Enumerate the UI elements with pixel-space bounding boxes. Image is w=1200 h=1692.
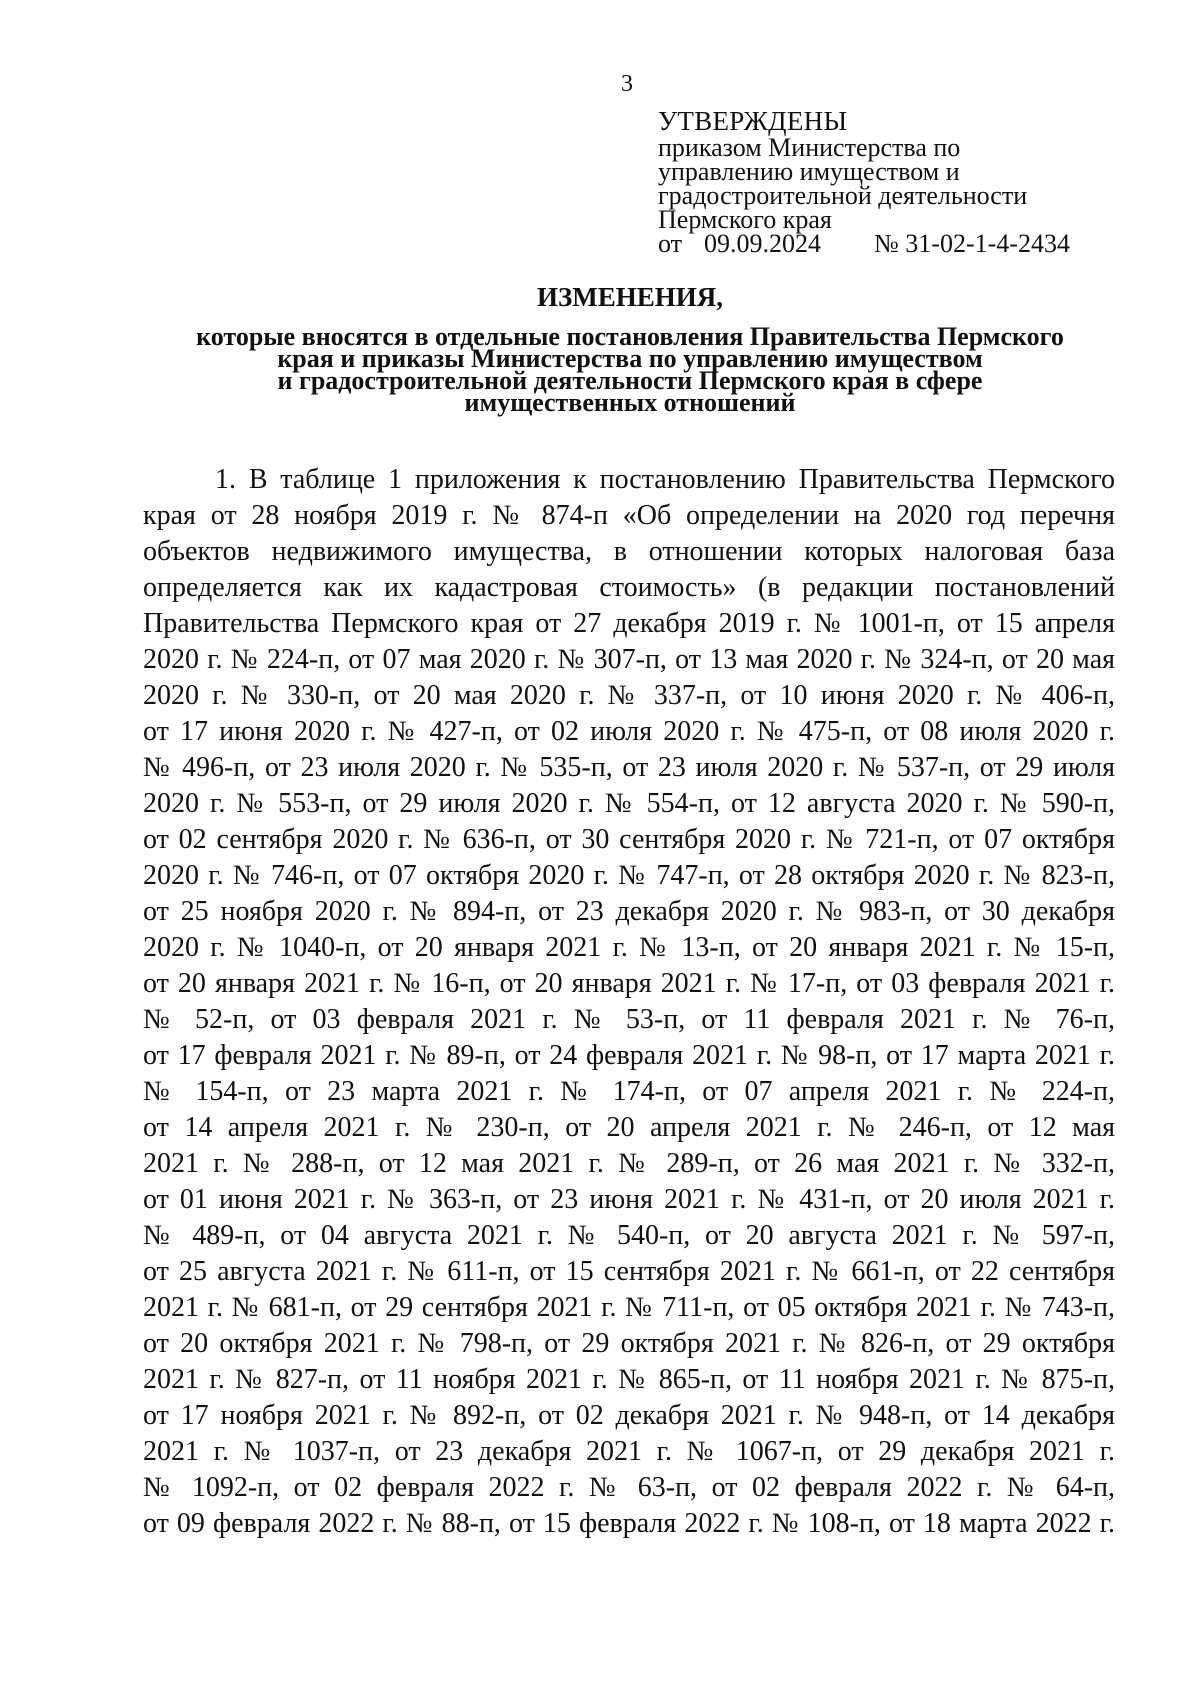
body-line: 1. В таблице 1 приложения к постановлению Правительства Пермского <box>215 464 1115 495</box>
body-line: 2020 г. № 224-п, от 07 мая 2020 г. № 307-п, от 13 мая 2020 г. № 324-п, от 20 мая <box>143 644 1115 675</box>
body-line: № 496-п, от 23 июля 2020 г. № 535-п, от 23 июля 2020 г. № 537-п, от 29 июля <box>143 752 1115 783</box>
page-number: 3 <box>621 71 633 97</box>
body-line: от 20 октября 2021 г. № 798-п, от 29 октября 2021 г. № 826-п, от 29 октября <box>143 1328 1115 1359</box>
body-line: 2021 г. № 288-п, от 12 мая 2021 г. № 289-п, от 26 мая 2021 г. № 332-п, <box>143 1148 1115 1179</box>
body-line: 2020 г. № 330-п, от 20 мая 2020 г. № 337-п, от 10 июня 2020 г. № 406-п, <box>143 680 1115 711</box>
body-line: 2020 г. № 553-п, от 29 июля 2020 г. № 554-п, от 12 августа 2020 г. № 590-п, <box>143 788 1115 819</box>
body-line: от 25 ноября 2020 г. № 894-п, от 23 декабря 2020 г. № 983-п, от 30 декабря <box>143 896 1115 927</box>
body-line: края от 28 ноября 2019 г. № 874-п «Об определении на 2020 год перечня <box>143 500 1115 531</box>
body-line: от 17 февраля 2021 г. № 89-п, от 24 февраля 2021 г. № 98-п, от 17 марта 2021 г. <box>143 1040 1115 1071</box>
body-line: от 01 июня 2021 г. № 363-п, от 23 июня 2021 г. № 431-п, от 20 июля 2021 г. <box>143 1184 1115 1215</box>
approval-number: № 31-02-1-4-2434 <box>874 229 1070 258</box>
approval-date-line <box>658 229 1098 258</box>
document-title: ИЗМЕНЕНИЯ, <box>536 282 723 312</box>
body-line: определяется как их кадастровая стоимость» (в редакции постановлений <box>143 572 1115 603</box>
approval-line: градостроительной деятельности <box>658 181 1028 210</box>
document-subtitle <box>140 322 1120 417</box>
subtitle-line: которые вносятся в отдельные постановления Правительства Пермского <box>196 322 1064 351</box>
body-line: № 52-п, от 03 февраля 2021 г. № 53-п, от 11 февраля 2021 г. № 76-п, <box>143 1004 1115 1035</box>
body-line: от 14 апреля 2021 г. № 230-п, от 20 апреля 2021 г. № 246-п, от 12 мая <box>143 1112 1115 1143</box>
body-line: № 1092-п, от 02 февраля 2022 г. № 63-п, от 02 февраля 2022 г. № 64-п, <box>143 1472 1115 1503</box>
approval-line: приказом Министерства по <box>658 133 961 162</box>
body-line: от 02 сентября 2020 г. № 636-п, от 30 сентября 2020 г. № 721-п, от 07 октября <box>143 824 1115 855</box>
body-line: 2021 г. № 681-п, от 29 сентября 2021 г. № 711-п, от 05 октября 2021 г. № 743-п, <box>143 1292 1115 1323</box>
body-line: от 17 июня 2020 г. № 427-п, от 02 июля 2020 г. № 475-п, от 08 июля 2020 г. <box>143 716 1115 747</box>
subtitle-line: и градостроительной деятельности Пермского края в сфере <box>277 366 983 395</box>
approval-date: 09.09.2024 <box>704 229 821 258</box>
approval-line: управлению имуществом и <box>658 157 960 186</box>
body-line: 2020 г. № 1040-п, от 20 января 2021 г. № 13-п, от 20 января 2021 г. № 15-п, <box>143 932 1115 963</box>
body-line: от 20 января 2021 г. № 16-п, от 20 января 2021 г. № 17-п, от 03 февраля 2021 г. <box>143 968 1115 999</box>
subtitle-line: края и приказы Министерства по управлению имуществом <box>277 344 983 373</box>
body-paragraph <box>143 462 1115 1542</box>
subtitle-line: имущественных отношений <box>464 388 796 417</box>
body-line: № 154-п, от 23 марта 2021 г. № 174-п, от 07 апреля 2021 г. № 224-п, <box>143 1076 1115 1107</box>
body-line: объектов недвижимого имущества, в отношении которых налоговая база <box>143 536 1115 567</box>
body-line: 2021 г. № 1037-п, от 23 декабря 2021 г. № 1067-п, от 29 декабря 2021 г. <box>143 1436 1115 1467</box>
approval-line: Пермского края <box>658 205 832 234</box>
body-line: № 489-п, от 04 августа 2021 г. № 540-п, от 20 августа 2021 г. № 597-п, <box>143 1220 1115 1251</box>
approval-stamp: УТВЕРЖДЕНЫ <box>658 106 848 136</box>
approval-block <box>658 106 1098 256</box>
body-line: от 25 августа 2021 г. № 611-п, от 15 сентября 2021 г. № 661-п, от 22 сентября <box>143 1256 1115 1287</box>
body-line: 2021 г. № 827-п, от 11 ноября 2021 г. № 865-п, от 11 ноября 2021 г. № 875-п, <box>143 1364 1115 1395</box>
approval-date-prefix: от <box>658 229 683 258</box>
body-line: от 17 ноября 2021 г. № 892-п, от 02 декабря 2021 г. № 948-п, от 14 декабря <box>143 1400 1115 1431</box>
body-line: от 09 февраля 2022 г. № 88-п, от 15 февраля 2022 г. № 108-п, от 18 марта 2022 г. <box>143 1508 1115 1539</box>
body-line: Правительства Пермского края от 27 декабря 2019 г. № 1001-п, от 15 апреля <box>143 608 1115 639</box>
body-line: 2020 г. № 746-п, от 07 октября 2020 г. № 747-п, от 28 октября 2020 г. № 823-п, <box>143 860 1115 891</box>
